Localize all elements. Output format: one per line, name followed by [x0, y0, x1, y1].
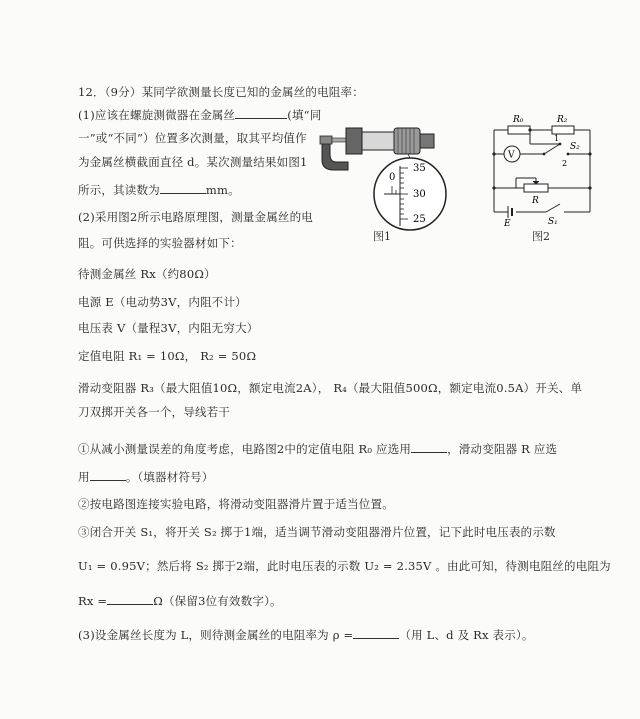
part1-line1 — [78, 106, 321, 123]
answer-blank-reading[interactable] — [160, 181, 206, 194]
step3-line1: ③闭合开关 S₁，将开关 S₂ 掷于1端，适当调节滑动变阻器滑片位置，记下此时电压表的示数 — [78, 525, 556, 539]
part1-line2: 一”或“不同”）位置多次测量，取其平均值作 — [78, 131, 307, 145]
item-rx: 待测金属丝 Rx（约80Ω） — [78, 267, 216, 281]
item-r34-line1: 滑动变阻器 R₃（最大阻值10Ω，额定电流2A）， R₄（最大阻值500Ω，额定电流0.5A）开关、单 — [78, 381, 583, 395]
part1-line3: 为金属丝横截面直径 d。某次测量结果如图1 — [78, 155, 308, 169]
answer-blank-rheostat[interactable] — [90, 468, 126, 481]
scale-tick-30: 30 — [413, 189, 426, 200]
label-terminal-1: 1 — [554, 134, 560, 143]
step1-text-c: 用 — [78, 470, 90, 484]
micrometer-frame — [322, 142, 348, 170]
item-r12: 定值电阻 R₁ = 10Ω， R₂ = 50Ω — [78, 349, 257, 363]
scale-main-label: 0 — [389, 172, 396, 183]
part3-line — [78, 626, 534, 643]
label-s2: S₂ — [570, 142, 580, 152]
label-r: R — [532, 196, 539, 206]
micrometer-anvil — [320, 136, 332, 144]
step1-text-d: 。（填器材符号） — [125, 470, 214, 484]
part1-line4 — [78, 181, 240, 198]
micrometer-lock — [346, 128, 362, 154]
item-e: 电源 E（电动势3V，内阻不计） — [78, 295, 247, 309]
figure1-micrometer — [316, 108, 466, 248]
answer-blank-r0[interactable] — [411, 440, 447, 453]
figure2-caption: 图2 — [532, 230, 550, 243]
step2: ②按电路图连接实验电路，将滑动变阻器滑片置于适当位置。 — [78, 497, 394, 511]
part3-text-b: （用 L、d 及 Rx 表示）。 — [399, 628, 534, 642]
scale-tick-25: 25 — [413, 214, 426, 225]
step3-line2: U₁ = 0.95V；然后将 S₂ 掷于2端，此时电压表的示数 U₂ = 2.35V 。由此可知，待测电阻丝的电阻为 — [78, 559, 611, 573]
step3-line3 — [78, 592, 282, 609]
part2-line2: 阻。可供选择的实验器材如下： — [78, 236, 242, 250]
item-v: 电压表 V（量程3V，内阻无穷大） — [78, 321, 259, 335]
micrometer-sleeve — [362, 132, 394, 150]
step1-line1 — [78, 440, 557, 457]
scale-tick-35: 35 — [413, 163, 426, 174]
step1-line2 — [78, 468, 214, 485]
part1-text-b: (填“同 — [287, 108, 322, 122]
answer-blank-rho[interactable] — [353, 626, 399, 639]
micrometer-ratchet — [420, 134, 434, 148]
part1-text-c: 所示，其读数为 — [78, 183, 160, 197]
label-r0: R₀ — [513, 115, 524, 125]
item-r34-line2: 刀双掷开关各一个，导线若干 — [78, 405, 231, 419]
part2-line1: (2)采用图2所示电路原理图，测量金属丝的电 — [78, 210, 314, 224]
question-header: 12．（9分）某同学欲测量长度已知的金属丝的电阻率： — [78, 85, 364, 99]
figure2-circuit — [486, 108, 598, 230]
step1-text-b: ，滑动变阻器 R 应选 — [447, 442, 558, 456]
part1-text-a: (1)应该在螺旋测微器在金属丝 — [78, 108, 236, 122]
label-voltmeter: V — [508, 150, 515, 161]
answer-blank-rx[interactable] — [107, 592, 153, 605]
figure1-caption: 图1 — [373, 230, 391, 243]
rheostat-r — [524, 184, 548, 192]
step3-text-a: Rx = — [78, 594, 108, 608]
resistor-r0 — [508, 126, 530, 134]
label-e: E — [504, 219, 511, 229]
part3-text-a: (3)设金属丝长度为 L，则待测金属丝的电阻率为 ρ = — [78, 628, 354, 642]
part1-text-d: mm。 — [205, 183, 240, 197]
step1-text-a: ①从减小测量误差的角度考虑，电路图2中的定值电阻 R₀ 应选用 — [78, 442, 412, 456]
resistor-r2 — [552, 126, 574, 134]
label-terminal-2: 2 — [562, 159, 568, 168]
step3-text-b: Ω（保留3位有效数字）。 — [153, 594, 282, 608]
label-r2: R₂ — [557, 115, 568, 125]
answer-blank-position[interactable] — [235, 106, 287, 119]
label-s1: S₁ — [548, 217, 558, 227]
